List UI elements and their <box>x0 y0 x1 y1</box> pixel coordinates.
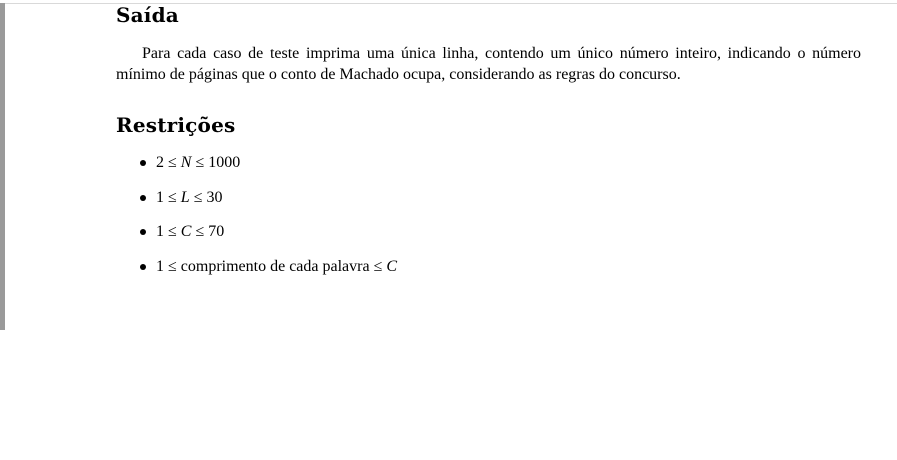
constraint-lower: 1 <box>156 223 164 240</box>
constraint-relation: ≤ <box>168 223 177 240</box>
constraint-lower: 2 <box>156 154 164 171</box>
constraint-upper: 70 <box>208 223 225 240</box>
constraint-term: comprimento de cada palavra <box>180 257 370 275</box>
constraint-relation: ≤ <box>193 188 203 206</box>
constraint-relation: ≤ <box>373 257 383 275</box>
section-title-output: Saída <box>116 3 179 27</box>
constraint-relation: ≤ <box>168 257 177 275</box>
constraint-lower: 1 <box>156 188 164 206</box>
constraint-item <box>138 256 397 291</box>
bullet-icon <box>140 229 146 235</box>
constraint-relation: ≤ <box>195 223 205 240</box>
constraint-variable: C <box>180 223 192 240</box>
bullet-icon <box>140 264 146 270</box>
constraint-upper: 30 <box>206 188 223 206</box>
page-left-border <box>0 3 5 330</box>
constraint-upper: 1000 <box>208 154 241 171</box>
bullet-icon <box>140 160 146 166</box>
constraints-list <box>138 152 397 290</box>
output-description: Para cada caso de teste imprima uma única linha, contendo um único número inteiro, indicando o número mínimo de páginas que o conto de Machado ocupa, considerando as regras do concurso. <box>116 45 861 83</box>
constraint-item <box>138 152 397 187</box>
constraint-variable: L <box>180 188 190 206</box>
constraint-item <box>138 187 397 222</box>
constraint-lower: 1 <box>156 257 164 275</box>
constraint-relation: ≤ <box>195 154 205 171</box>
constraint-relation: ≤ <box>168 188 177 206</box>
constraint-relation: ≤ <box>168 154 177 171</box>
bullet-icon <box>140 195 146 201</box>
section-title-constraints: Restrições <box>116 113 236 137</box>
constraint-item <box>138 221 397 256</box>
constraint-variable: N <box>180 154 192 171</box>
constraint-upper-variable: C <box>386 257 398 275</box>
